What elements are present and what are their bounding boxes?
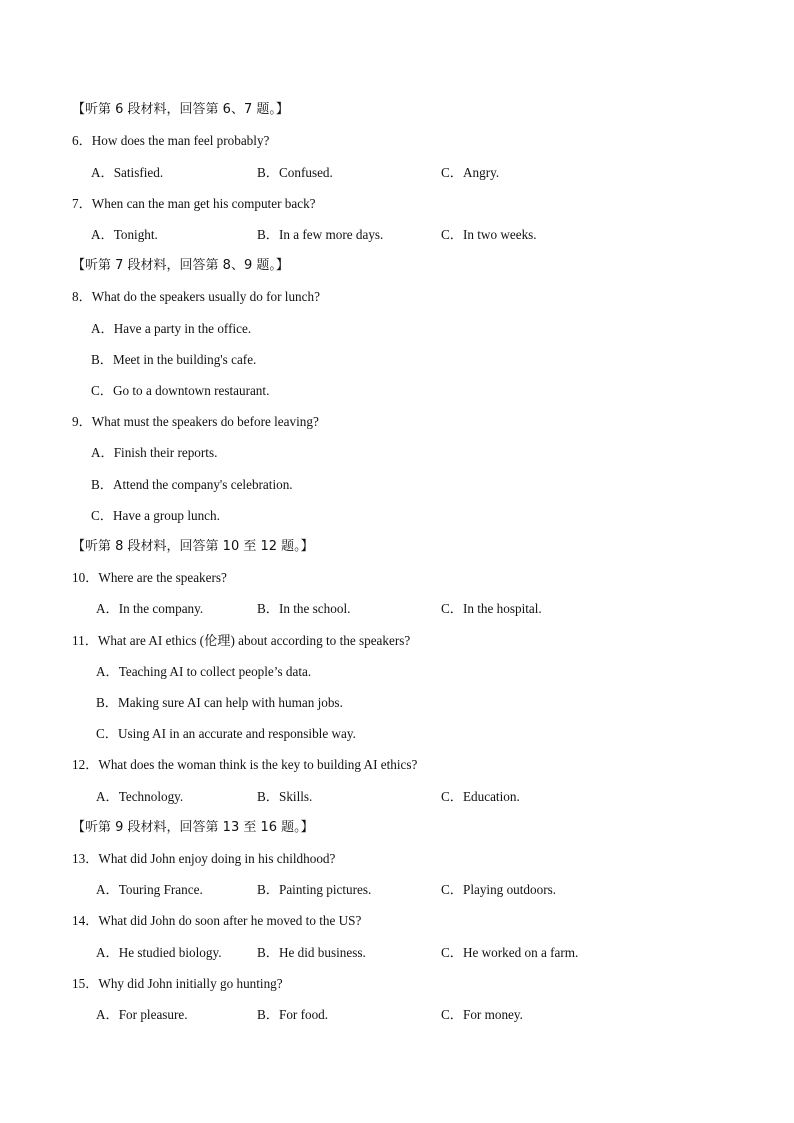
question-stem: 14．What did John do soon after he moved to the US? [72,913,362,928]
option-a: A．For pleasure. [96,1007,188,1022]
option-c: C．In two weeks. [441,227,537,242]
question-stem: 6．How does the man feel probably? [72,133,270,148]
option-a: A．Have a party in the office. [91,321,252,336]
option-b: B．He did business. [257,945,366,960]
question-stem: 15．Why did John initially go hunting? [72,976,283,991]
option-c: C．Go to a downtown restaurant. [91,383,270,398]
option-b: B．In the school. [257,601,351,616]
option-a: A．Finish their reports. [91,445,218,460]
option-c: C．For money. [441,1007,523,1022]
question-stem: 11．What are AI ethics (伦理) about according to the speakers? [72,633,411,648]
section-header: 【听第 7 段材料，回答第 8、9 题。】 [72,258,289,273]
option-c: C．In the hospital. [441,601,542,616]
question-stem: 12．What does the woman think is the key to building AI ethics? [72,757,418,772]
option-b: B．Confused. [257,165,333,180]
section-header: 【听第 9 段材料，回答第 13 至 16 题。】 [72,820,314,835]
option-c: C．Have a group lunch. [91,508,220,523]
option-b: B．Making sure AI can help with human jobs. [96,695,343,710]
section-header: 【听第 6 段材料，回答第 6、7 题。】 [72,102,289,117]
question-stem: 10．Where are the speakers? [72,570,227,585]
option-a: A．Touring France. [96,882,203,897]
option-a: A．Technology. [96,789,184,804]
option-a: A．In the company. [96,601,204,616]
question-stem: 8．What do the speakers usually do for lunch? [72,289,320,304]
option-c: C．Playing outdoors. [441,882,557,897]
option-c: C．Using AI in an accurate and responsible way. [96,726,356,741]
option-a: A．Satisfied. [91,165,164,180]
option-a: A．Tonight. [91,227,158,242]
option-b: B．Attend the company's celebration. [91,477,293,492]
option-b: B．Painting pictures. [257,882,372,897]
option-c: C．Angry. [441,165,500,180]
option-a: A．Teaching AI to collect people’s data. [96,664,312,679]
option-c: C．Education. [441,789,520,804]
option-b: B．Skills. [257,789,313,804]
option-b: B．Meet in the building's cafe. [91,352,257,367]
section-header: 【听第 8 段材料，回答第 10 至 12 题。】 [72,539,314,554]
option-b: B．In a few more days. [257,227,384,242]
option-a: A．He studied biology. [96,945,222,960]
question-stem: 9．What must the speakers do before leaving? [72,414,319,429]
question-stem: 13．What did John enjoy doing in his childhood? [72,851,336,866]
question-stem: 7．When can the man get his computer back? [72,196,316,211]
option-b: B．For food. [257,1007,329,1022]
option-c: C．He worked on a farm. [441,945,579,960]
